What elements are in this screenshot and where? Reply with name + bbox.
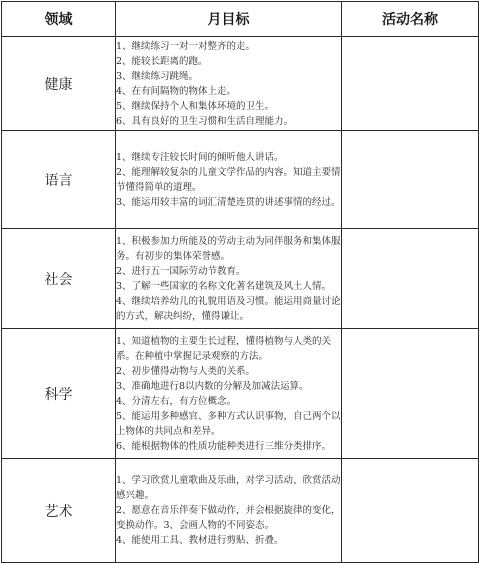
goals-cell [116,131,342,229]
table-row [2,229,479,329]
domain-cell: 语言 [2,131,116,229]
domain-cell: 科学 [2,329,116,459]
goal-item: 6、具有良好的卫生习惯和生活自理能力。 [116,115,294,127]
goal-item: 5、能运用多种感官、多种方式认识事物，自己两个以上物体的共同点和差异。 [116,410,341,437]
goal-item: 2、愿意在音乐伴奏下做动作，并会根据旋律的变化，变换动作。3、会画人物的不同姿态。 [116,505,341,531]
domain-cell: 社会 [2,229,116,329]
goal-item: 2、初步懂得动物与人类的关系。 [116,365,256,377]
goals-cell [116,459,342,563]
table-row [2,329,479,459]
activity-cell [342,329,479,459]
goal-item: 1、知道植物的主要生长过程，懂得植物与人类的关系。在种植中掌握记录观察的方法。 [116,335,332,362]
goal-item: 6、能根据物体的性质功能种类进行三维分类排序。 [116,440,332,452]
table-row [2,131,479,229]
goal-item: 1、继续练习一对一对整齐的走。 [116,40,256,52]
goal-item: 3、能运用较丰富的词汇清楚连贯的讲述事情的经过。 [116,196,341,208]
goal-item: 3、继续练习跳绳。 [116,70,199,82]
goal-item: 1、学习欣赏儿童歌曲及乐曲，对学习活动、欣赏活动感兴趣。 [116,475,341,501]
header-goals: 月目标 [116,2,342,37]
table-row [2,459,479,563]
activity-cell [342,37,479,131]
activity-cell [342,459,479,563]
activity-cell [342,229,479,329]
activity-cell [342,131,479,229]
goals-cell [116,229,342,329]
goal-item: 2、能理解较复杂的儿童文学作品的内容。知道主要情节懂得简单的道理。 [116,166,341,193]
domain-cell: 艺术 [2,459,116,563]
header-activity: 活动名称 [342,2,479,37]
goal-item: 4、在有间隔物的物体上走。 [116,85,237,97]
goal-item: 3、了解一些国家的名称文化著名建筑及风土人情。 [116,280,332,292]
header-domain: 领域 [2,2,116,37]
goal-item: 1、积极参加力所能及的劳动主动为同伴服务和集体服务。有初步的集体荣誉感。 [116,235,341,262]
goal-item: 4、继续培养幼儿的礼貌用语及习惯。能运用商量讨论的方式，解决纠纷，懂得谦让。 [116,295,341,322]
goal-item: 1、继续专注较长时间的倾听他人讲话。 [116,151,284,163]
table-row [2,37,479,131]
goal-item: 3、准确地进行8以内数的分解及加减法运算。 [116,380,309,392]
header-row [2,2,479,37]
goal-item: 2、能较长距离的跑。 [116,55,208,67]
goal-item: 5、继续保持个人和集体环境的卫生。 [116,100,275,112]
goal-item: 2、进行五一国际劳动节教育。 [116,265,246,277]
goals-cell [116,37,342,131]
goal-item: 4、能使用工具、教材进行剪贴、折叠。 [116,535,284,546]
domain-cell: 健康 [2,37,116,131]
goal-item: 4、分清左右，有方位概念。 [116,395,237,407]
monthly-plan-table [1,1,479,563]
goals-cell [116,329,342,459]
